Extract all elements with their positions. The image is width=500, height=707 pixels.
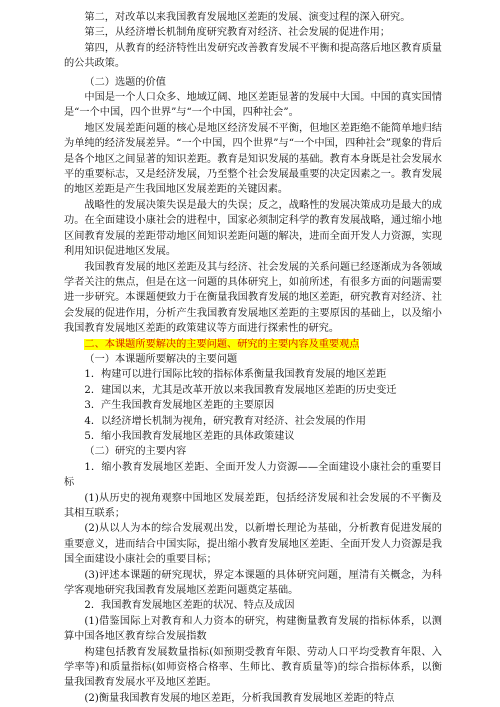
- subsection-heading: 2．我国教育发展地区差距的状况、特点及成因: [84, 600, 295, 612]
- highlight-text: 二、本课题所要解决的主要问题、研究的主要内容及重要观点: [84, 338, 360, 350]
- paragraph: 战略性的发展决策失误是最大的失误；反之，战略性的发展决策成功是最大的成功。在全面建设小康社会的进程中，国家必须制定科学的教育发展战略，通过缩小地区间教育发展的差距带动地区间知识差距问题的解决，进而全面开发人力资源，实现利用知识促进地区发展。: [64, 199, 442, 258]
- paragraph: (2)从以人为本的综合发展观出发，以新增长理论为基础，分析教育促进发展的重要意义，进而结合中国实际，提出缩小教育发展地区差距、全面开发人力资源是我国全面建设小康社会的重要目标；: [64, 523, 442, 566]
- paragraph: 构建包括教育发展数量指标(如预期受教育年限、劳动人口平均受教育年限、入学率等)和质量指标(如师资格合格率、生师比、教育质量等)的综合指标体系，以衡量我国教育发展水平及地区差距。: [64, 646, 442, 689]
- paragraph: (1)从历史的视角观察中国地区发展差距，包括经济发展和社会发展的不平衡及其相互联系；: [64, 492, 442, 519]
- paragraph: 第四，从教育的经济特性出发研究改善教育发展不平衡和提高落后地区教育质量的公共政策。: [64, 42, 442, 70]
- list-item: 4．以经济增长机制为视角，研究教育对经济、社会发展的作用: [84, 415, 366, 427]
- paragraph: 第三，从经济增长机制角度研究教育对经济、社会发展的促进作用；: [84, 27, 391, 39]
- subsection-heading: 1．缩小教育发展地区差距、全面开发人力资源——全面建设小康社会的重要目标: [64, 461, 442, 489]
- section-heading: （二）选题的价值: [84, 76, 166, 88]
- paragraph: (1)借鉴国际上对教育和人力资本的研究，构建衡量教育发展的指标体系，以测算中国各地区教育综合发展指数: [64, 615, 442, 643]
- list-item: 2．建国以来，尤其是改革开放以来我国教育发展地区差距的历史变迁: [84, 384, 397, 396]
- list-item: 3．产生我国教育发展地区差距的主要原因: [84, 400, 275, 412]
- section-heading: （二）研究的主要内容: [84, 446, 187, 458]
- paragraph: 我国教育发展的地区差距及其与经济、社会发展的关系问题已经逐渐成为各领域学者关注的焦点，但是在这一问题的具体研究上，如前所述，有很多方面的问题需要进一步研究。本课题便致力于在衡量我国教育发展的地区差距，研究教育对经济、社会发展的促进作用，分析产生我国教育发展地区差距的主要原因的基础上，以及缩小我国教育发展地区差距的政策建议等方面进行探索性的研究。: [64, 261, 442, 335]
- list-item: 1．构建可以进行国际比较的指标体系衡量我国教育发展的地区差距: [84, 369, 387, 381]
- paragraph: 第二，对改革以来我国教育发展地区差距的发展、演变过程的深入研究。: [84, 12, 411, 23]
- section-heading: （一）本课题所要解决的主要问题: [84, 353, 238, 365]
- highlighted-section-title: [64, 337, 442, 352]
- paragraph: (3)评述本课题的研究现状，界定本课题的具体研究问题，厘清有关概念，为科学客观地研究我国教育发展地区差距问题奠定基础。: [64, 569, 442, 597]
- paragraph: 地区发展差距问题的核心是地区经济发展不平衡，但地区差距绝不能简单地归结为单纯的经济发展差异。“一个中国，四个世界”与“一个中国，四种社会”现象的背后是各个地区之间显著的知识差距。教育是知识发展的基础。教育本身既是社会发展水平的重要标志，又是经济发展，乃至整个社会发展最重要的决定因素之一。教育发展的地区差距是产生我国地区发展差距的关键因素。: [64, 122, 442, 196]
- paragraph: (2)衡量我国教育发展的地区差距，分析我国教育发展地区差距的特点: [84, 692, 395, 704]
- paragraph: 中国是一个人口众多、地域辽阔、地区差距显著的发展中大国。中国的真实国情是“一个中国，四个世界”与“一个中国，四种社会”。: [64, 92, 442, 119]
- list-item: 5．缩小我国教育发展地区差距的具体政策建议: [84, 430, 295, 442]
